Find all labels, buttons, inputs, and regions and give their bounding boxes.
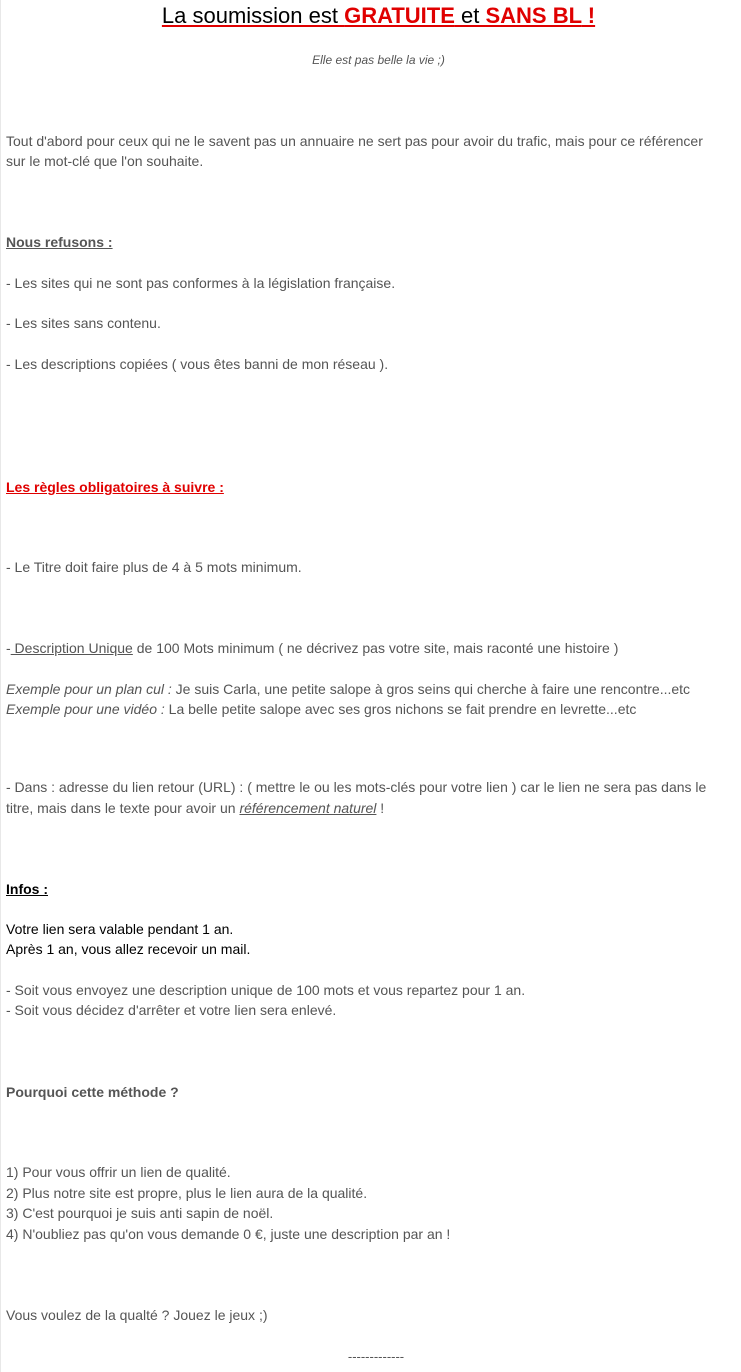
description-unique-link[interactable]: Description Unique (10, 640, 133, 656)
pourquoi-item: 4) N'oubliez pas qu'on vous demande 0 €, juste une description par an ! (6, 1226, 451, 1242)
infos-option: - Soit vous envoyez une description unique de 100 mots et vous repartez pour 1 an. (6, 982, 526, 998)
infos-option: - Soit vous décidez d'arrêter et votre lien sera enlevé. (6, 1002, 337, 1018)
page-subtitle: Elle est pas belle la vie ;) (312, 53, 445, 67)
intro-line-2: sur le mot-clé que l'on souhaite. (6, 153, 204, 169)
pourquoi-item: 2) Plus notre site est propre, plus le lien aura de la qualité. (6, 1185, 368, 1201)
example-text: Je suis Carla, une petite salope à gros seins qui cherche à faire une rencontre...etc (171, 681, 691, 697)
rule-url-text: titre, mais dans le texte pour avoir un (6, 800, 240, 816)
pourquoi-item: 3) C'est pourquoi je suis anti sapin de noël. (6, 1205, 274, 1221)
rule-title: - Le Titre doit faire plus de 4 à 5 mots minimum. (6, 559, 302, 575)
title-part2: et (454, 3, 486, 28)
intro-line-1: Tout d'abord pour ceux qui ne le savent pas un annuaire ne sert pas pour avoir du trafic, mais pour ce référencer (6, 133, 703, 149)
title-free: GRATUITE (344, 3, 455, 28)
example-plan-cul (6, 679, 690, 699)
regles-heading: Les règles obligatoires à suivre : (6, 479, 224, 495)
example-label: Exemple pour un plan cul : (6, 681, 172, 697)
rule-description-text: de 100 Mots minimum ( ne décrivez pas votre site, mais raconté une histoire ) (132, 640, 619, 656)
title-part3: ! (581, 3, 596, 28)
refusons-item: - Les sites qui ne sont pas conformes à la législation française. (6, 275, 396, 291)
pourquoi-item: 1) Pour vous offrir un lien de qualité. (6, 1164, 231, 1180)
refusons-item: - Les sites sans contenu. (6, 315, 161, 331)
title-part1: La soumission est (161, 3, 345, 28)
refusons-heading: Nous refusons : (6, 234, 113, 250)
rule-url-line-2 (6, 798, 384, 818)
example-label: Exemple pour une vidéo : (6, 701, 165, 717)
rule-description-dash: - (6, 640, 11, 656)
infos-line: Après 1 an, vous allez recevoir un mail. (6, 941, 251, 957)
infos-line: Votre lien sera valable pendant 1 an. (6, 921, 234, 937)
title-no-bl: SANS BL (485, 3, 582, 28)
rule-url-end: ! (376, 800, 385, 816)
infos-heading: Infos : (6, 881, 48, 897)
closing-line: Vous voulez de la qualté ? Jouez le jeux ;) (6, 1307, 268, 1323)
refusons-item: - Les descriptions copiées ( vous êtes banni de mon réseau ). (6, 356, 389, 372)
rule-url-line-1: - Dans : adresse du lien retour (URL) : ( mettre le ou les mots-clés pour votre lien ) car le lien ne sera pas dans le (6, 779, 707, 795)
example-text: La belle petite salope avec ses gros nichons se fait prendre en levrette...etc (164, 701, 637, 717)
pourquoi-heading: Pourquoi cette méthode ? (6, 1084, 179, 1100)
page-title (0, 2, 741, 30)
example-video (6, 699, 636, 719)
referencement-naturel-link[interactable]: référencement naturel (239, 800, 377, 816)
page-border (0, 0, 1, 1372)
separator: ------------- (347, 1349, 405, 1364)
rule-description (6, 638, 618, 658)
